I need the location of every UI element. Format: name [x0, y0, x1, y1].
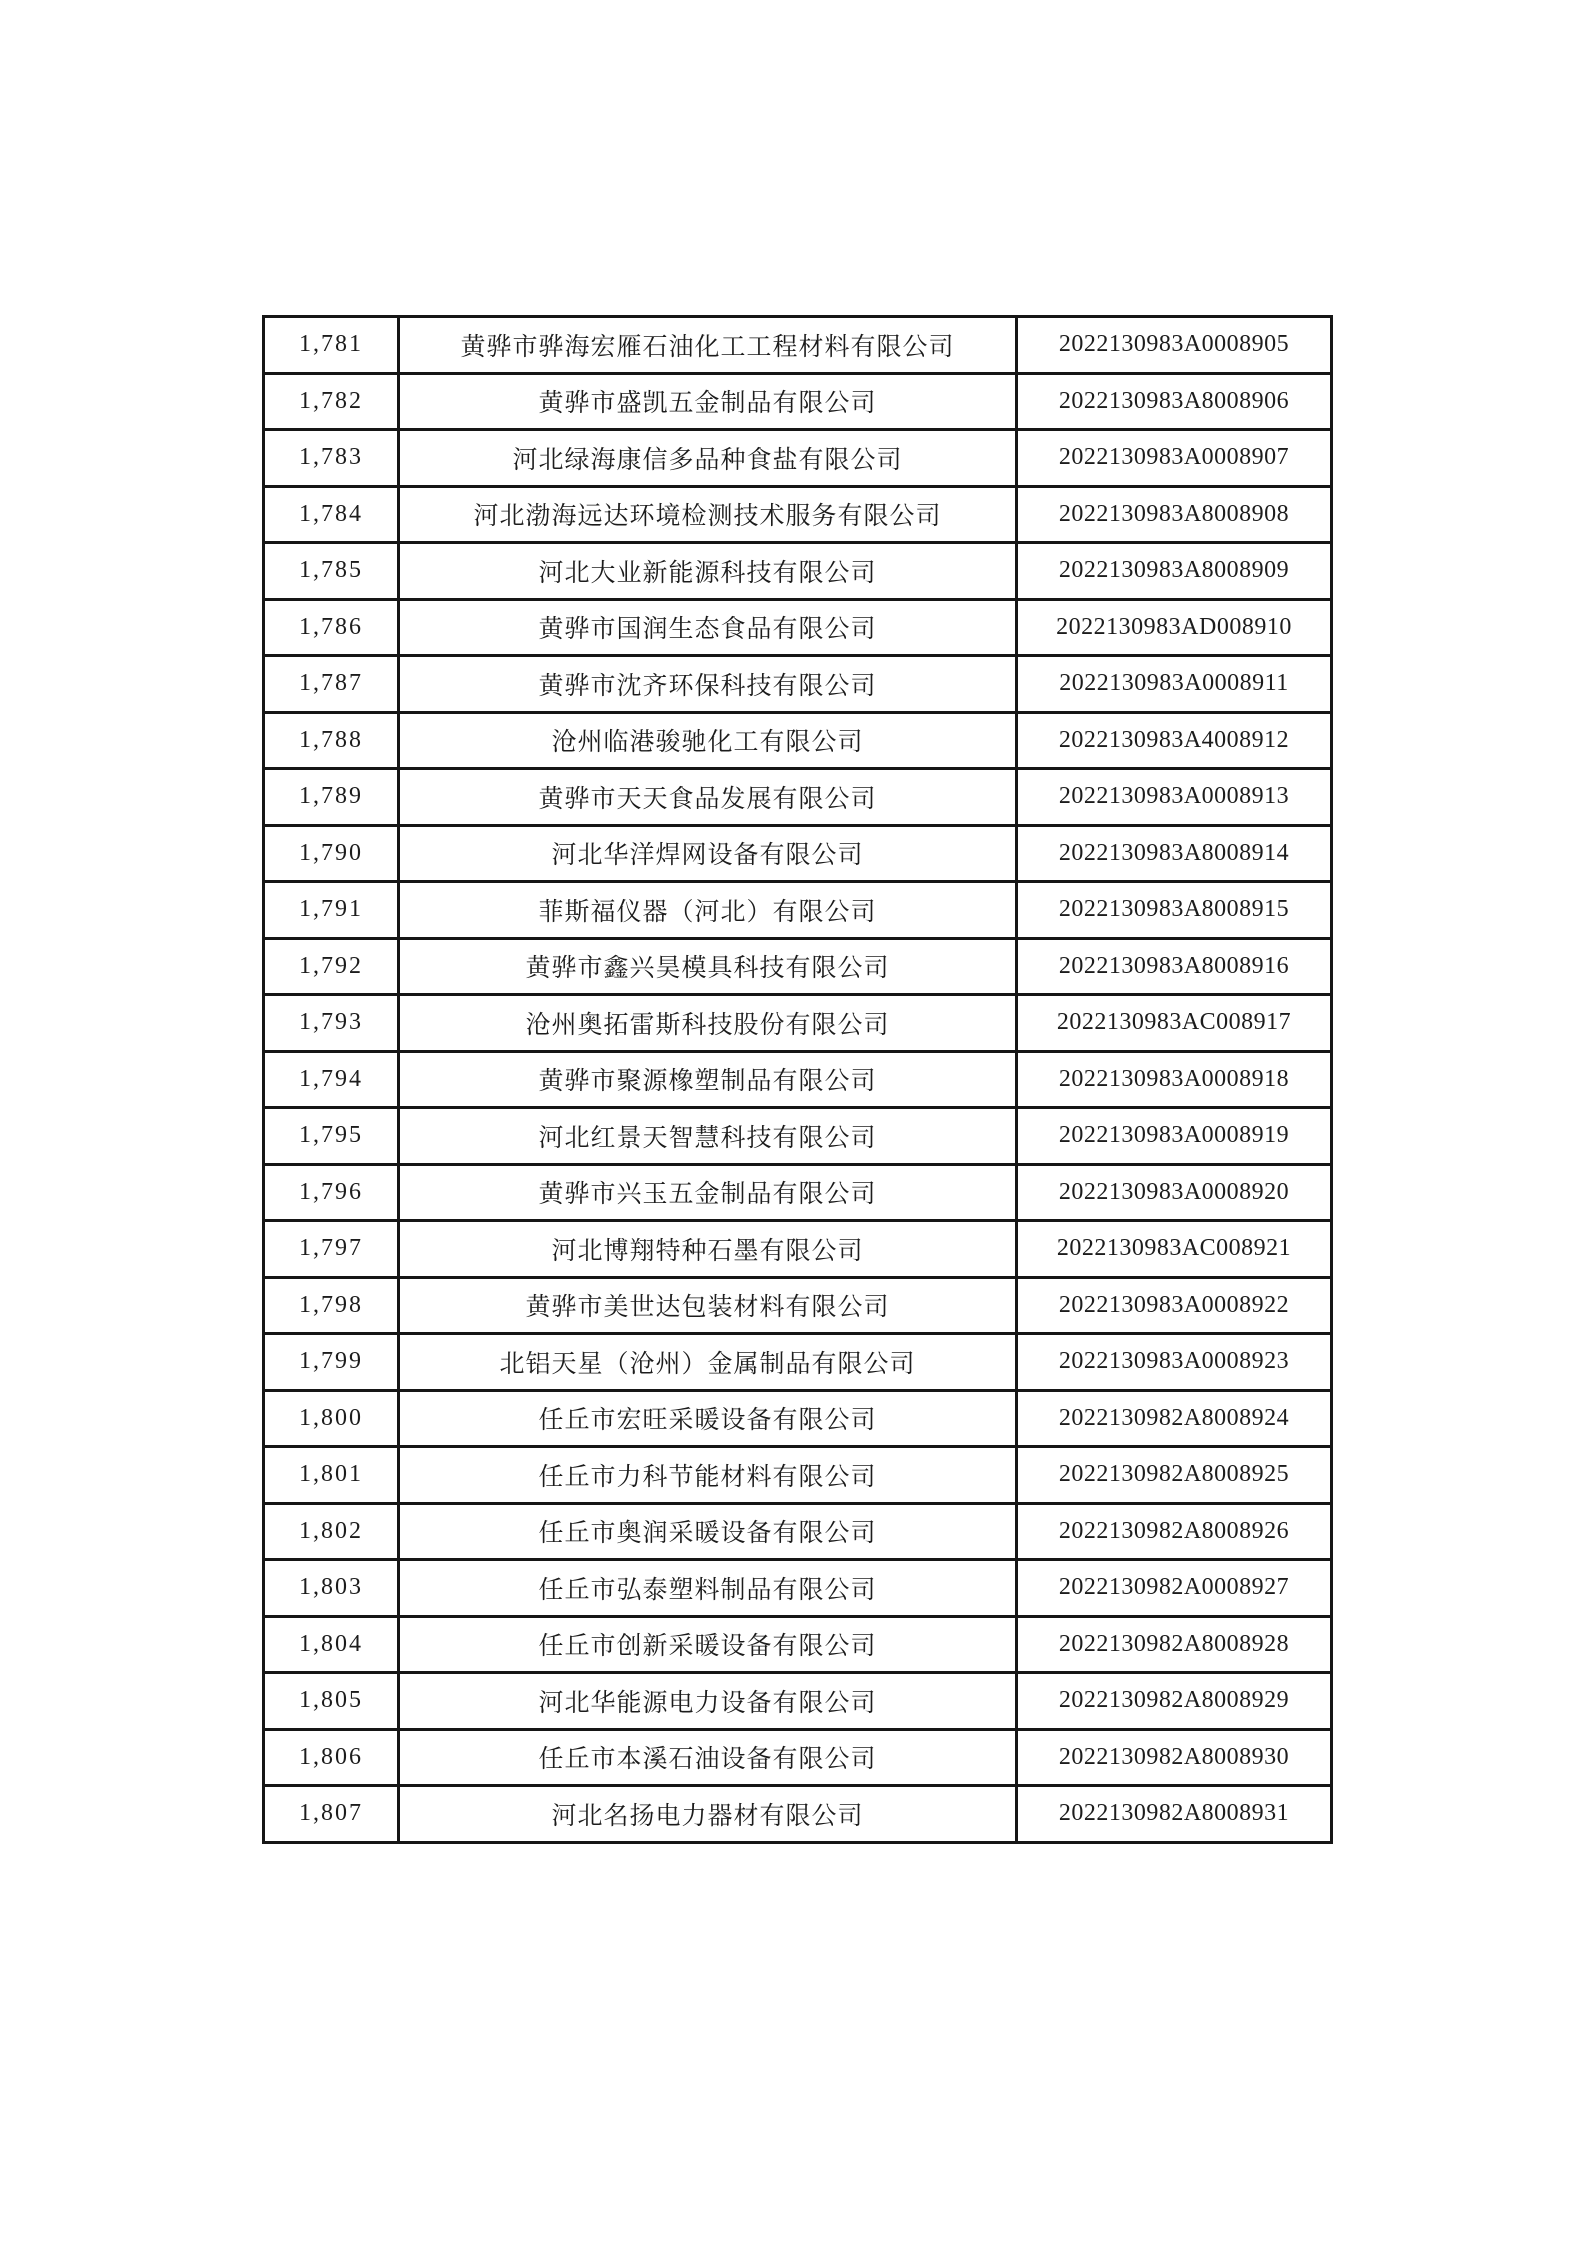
company-name-cell: 河北名扬电力器材有限公司 — [399, 1786, 1017, 1843]
row-index-cell: 1,781 — [264, 317, 399, 374]
registration-code-cell: 2022130982A8008929 — [1017, 1673, 1332, 1730]
registration-code-cell: 2022130983A0008907 — [1017, 430, 1332, 487]
registration-code-cell: 2022130982A0008927 — [1017, 1560, 1332, 1617]
table-row — [264, 712, 1332, 769]
registration-code-cell: 2022130983A4008912 — [1017, 712, 1332, 769]
row-index-cell: 1,797 — [264, 1221, 399, 1278]
registration-code-cell: 2022130983AC008921 — [1017, 1221, 1332, 1278]
table-row — [264, 1390, 1332, 1447]
table-row — [264, 656, 1332, 713]
table-row — [264, 1277, 1332, 1334]
registration-code-cell: 2022130983A8008908 — [1017, 486, 1332, 543]
table-row — [264, 599, 1332, 656]
company-name-cell: 河北大业新能源科技有限公司 — [399, 543, 1017, 600]
company-name-cell: 黄骅市美世达包装材料有限公司 — [399, 1277, 1017, 1334]
company-name-cell: 河北红景天智慧科技有限公司 — [399, 1108, 1017, 1165]
table-row — [264, 1164, 1332, 1221]
registration-code-cell: 2022130983AC008917 — [1017, 995, 1332, 1052]
table-row — [264, 1221, 1332, 1278]
table-row — [264, 769, 1332, 826]
company-name-cell: 任丘市本溪石油设备有限公司 — [399, 1729, 1017, 1786]
company-name-cell: 黄骅市兴玉五金制品有限公司 — [399, 1164, 1017, 1221]
registration-code-cell: 2022130983A0008920 — [1017, 1164, 1332, 1221]
company-name-cell: 河北华洋焊网设备有限公司 — [399, 825, 1017, 882]
registration-code-cell: 2022130983A0008911 — [1017, 656, 1332, 713]
registration-code-cell: 2022130983A8008906 — [1017, 373, 1332, 430]
table-row — [264, 882, 1332, 939]
registration-code-cell: 2022130983A0008919 — [1017, 1108, 1332, 1165]
company-name-cell: 河北绿海康信多品种食盐有限公司 — [399, 430, 1017, 487]
row-index-cell: 1,799 — [264, 1334, 399, 1391]
company-name-cell: 黄骅市聚源橡塑制品有限公司 — [399, 1051, 1017, 1108]
table-row — [264, 543, 1332, 600]
table-row — [264, 1334, 1332, 1391]
company-name-cell: 河北华能源电力设备有限公司 — [399, 1673, 1017, 1730]
row-index-cell: 1,793 — [264, 995, 399, 1052]
row-index-cell: 1,798 — [264, 1277, 399, 1334]
row-index-cell: 1,806 — [264, 1729, 399, 1786]
row-index-cell: 1,782 — [264, 373, 399, 430]
registration-code-cell: 2022130983A8008916 — [1017, 938, 1332, 995]
table-row — [264, 486, 1332, 543]
table-row — [264, 1503, 1332, 1560]
table-row — [264, 1673, 1332, 1730]
row-index-cell: 1,795 — [264, 1108, 399, 1165]
row-index-cell: 1,802 — [264, 1503, 399, 1560]
table-row — [264, 1560, 1332, 1617]
company-name-cell: 任丘市宏旺采暖设备有限公司 — [399, 1390, 1017, 1447]
company-name-cell: 黄骅市骅海宏雁石油化工工程材料有限公司 — [399, 317, 1017, 374]
table-row — [264, 373, 1332, 430]
row-index-cell: 1,800 — [264, 1390, 399, 1447]
registration-code-cell: 2022130982A8008925 — [1017, 1447, 1332, 1504]
company-name-cell: 黄骅市沈齐环保科技有限公司 — [399, 656, 1017, 713]
registration-code-cell: 2022130982A8008924 — [1017, 1390, 1332, 1447]
table-row — [264, 1447, 1332, 1504]
table-row — [264, 995, 1332, 1052]
company-name-cell: 河北渤海远达环境检测技术服务有限公司 — [399, 486, 1017, 543]
company-table-body — [264, 317, 1332, 1843]
company-name-cell: 黄骅市国润生态食品有限公司 — [399, 599, 1017, 656]
row-index-cell: 1,783 — [264, 430, 399, 487]
registration-code-cell: 2022130982A8008930 — [1017, 1729, 1332, 1786]
row-index-cell: 1,788 — [264, 712, 399, 769]
company-name-cell: 沧州奥拓雷斯科技股份有限公司 — [399, 995, 1017, 1052]
row-index-cell: 1,792 — [264, 938, 399, 995]
company-name-cell: 北铝天星（沧州）金属制品有限公司 — [399, 1334, 1017, 1391]
row-index-cell: 1,784 — [264, 486, 399, 543]
table-row — [264, 1729, 1332, 1786]
table-row — [264, 1616, 1332, 1673]
row-index-cell: 1,785 — [264, 543, 399, 600]
company-name-cell: 任丘市弘泰塑料制品有限公司 — [399, 1560, 1017, 1617]
registration-code-cell: 2022130983A0008923 — [1017, 1334, 1332, 1391]
company-name-cell: 黄骅市盛凯五金制品有限公司 — [399, 373, 1017, 430]
table-row — [264, 317, 1332, 374]
registration-code-cell: 2022130983A8008915 — [1017, 882, 1332, 939]
row-index-cell: 1,796 — [264, 1164, 399, 1221]
row-index-cell: 1,794 — [264, 1051, 399, 1108]
company-name-cell: 黄骅市天天食品发展有限公司 — [399, 769, 1017, 826]
table-row — [264, 430, 1332, 487]
table-row — [264, 825, 1332, 882]
registration-code-cell: 2022130983A0008922 — [1017, 1277, 1332, 1334]
table-row — [264, 938, 1332, 995]
row-index-cell: 1,786 — [264, 599, 399, 656]
row-index-cell: 1,790 — [264, 825, 399, 882]
registration-code-cell: 2022130983A8008914 — [1017, 825, 1332, 882]
company-name-cell: 菲斯福仪器（河北）有限公司 — [399, 882, 1017, 939]
table-row — [264, 1786, 1332, 1843]
registration-code-cell: 2022130983A8008909 — [1017, 543, 1332, 600]
row-index-cell: 1,791 — [264, 882, 399, 939]
company-name-cell: 任丘市奥润采暖设备有限公司 — [399, 1503, 1017, 1560]
registration-code-cell: 2022130983A0008905 — [1017, 317, 1332, 374]
company-name-cell: 黄骅市鑫兴昊模具科技有限公司 — [399, 938, 1017, 995]
company-registration-table — [262, 315, 1333, 1844]
company-name-cell: 河北博翔特种石墨有限公司 — [399, 1221, 1017, 1278]
row-index-cell: 1,803 — [264, 1560, 399, 1617]
row-index-cell: 1,807 — [264, 1786, 399, 1843]
registration-code-cell: 2022130982A8008928 — [1017, 1616, 1332, 1673]
registration-code-cell: 2022130983A0008913 — [1017, 769, 1332, 826]
row-index-cell: 1,787 — [264, 656, 399, 713]
registration-code-cell: 2022130982A8008931 — [1017, 1786, 1332, 1843]
company-name-cell: 沧州临港骏驰化工有限公司 — [399, 712, 1017, 769]
row-index-cell: 1,789 — [264, 769, 399, 826]
row-index-cell: 1,801 — [264, 1447, 399, 1504]
table-row — [264, 1051, 1332, 1108]
registration-code-cell: 2022130983A0008918 — [1017, 1051, 1332, 1108]
company-name-cell: 任丘市创新采暖设备有限公司 — [399, 1616, 1017, 1673]
registration-code-cell: 2022130983AD008910 — [1017, 599, 1332, 656]
row-index-cell: 1,805 — [264, 1673, 399, 1730]
table-row — [264, 1108, 1332, 1165]
registration-code-cell: 2022130982A8008926 — [1017, 1503, 1332, 1560]
company-name-cell: 任丘市力科节能材料有限公司 — [399, 1447, 1017, 1504]
row-index-cell: 1,804 — [264, 1616, 399, 1673]
